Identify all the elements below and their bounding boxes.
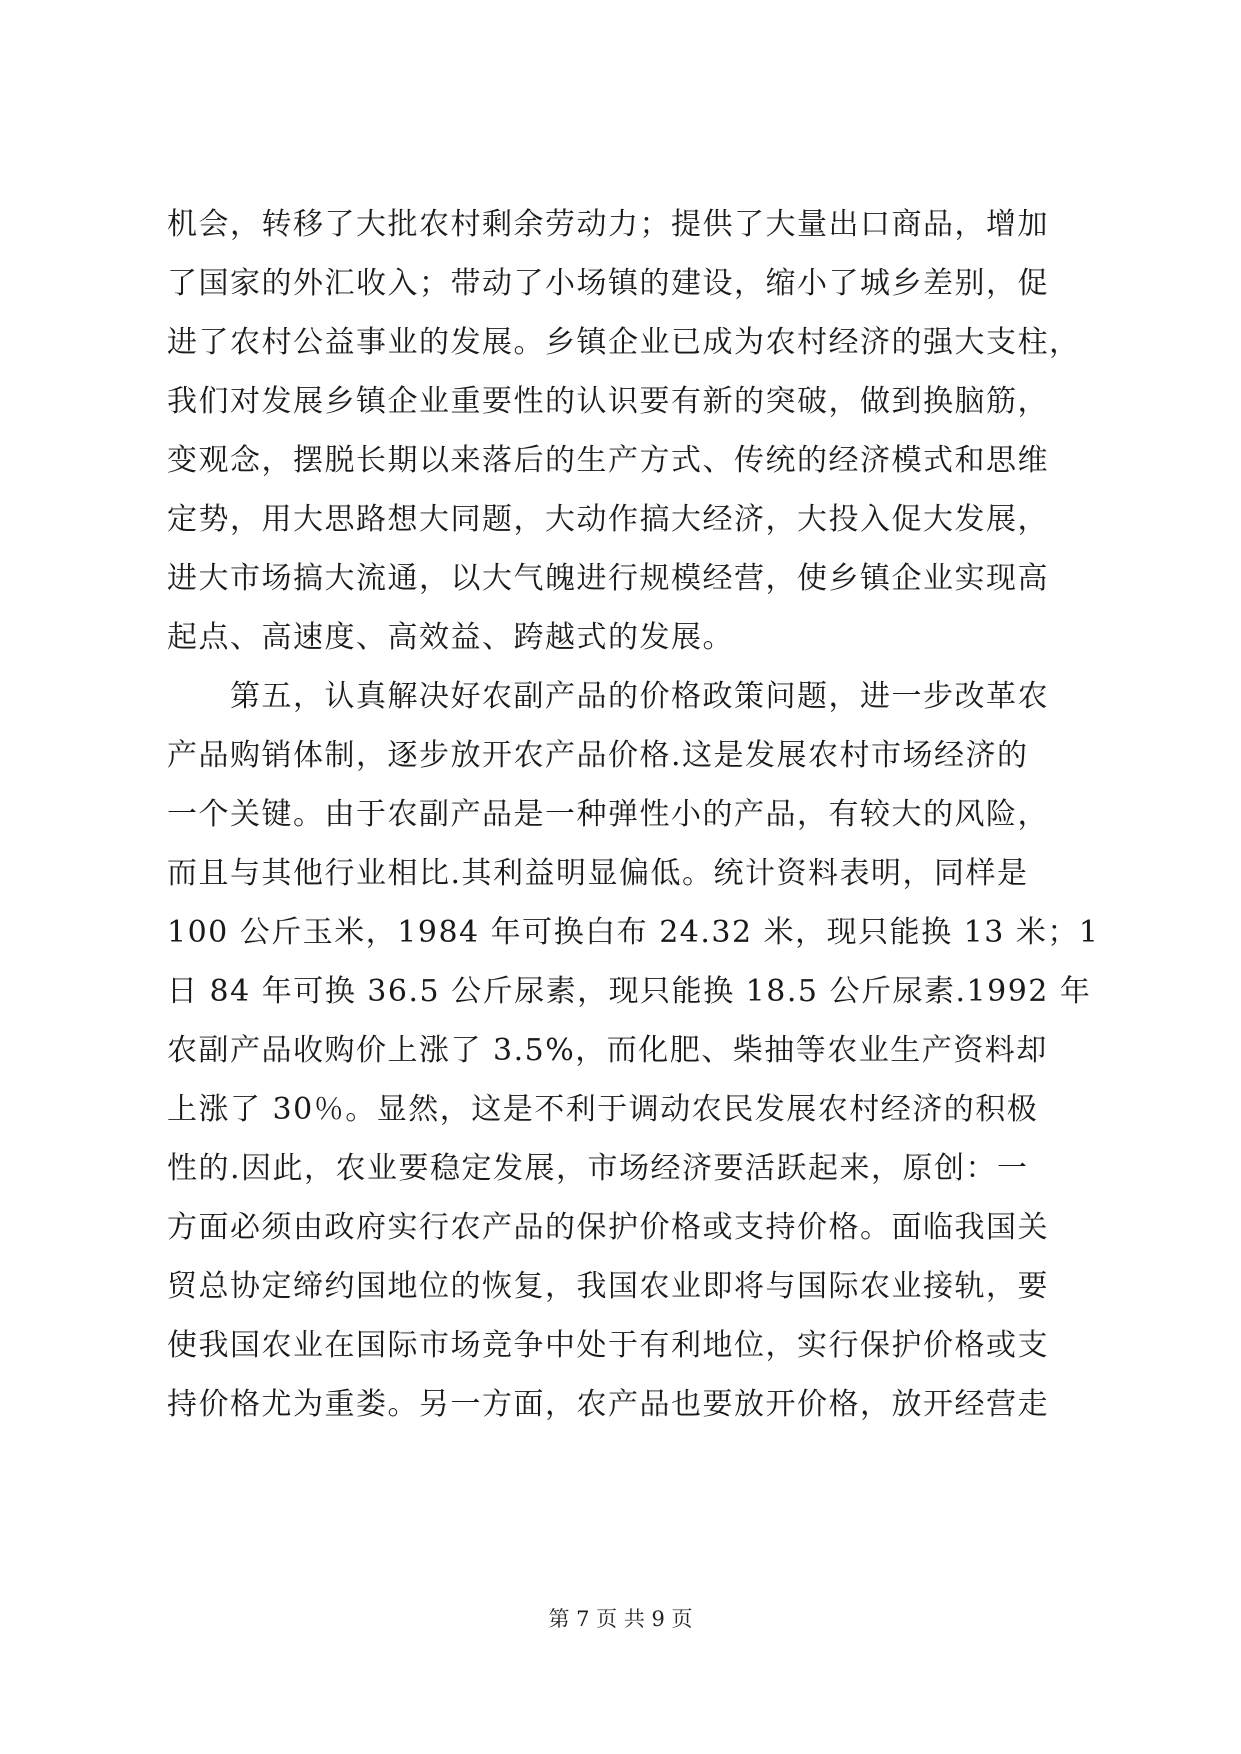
body-line: 进了农村公益事业的发展。乡镇企业已成为农村经济的强大支柱， (167, 325, 1081, 360)
body-line: 100 公斤玉米，1984 年可换白布 24.32 米，现只能换 13 米；1 (167, 915, 1100, 950)
body-line: 方面必须由政府实行农产品的保护价格或支持价格。面临我国关 (167, 1210, 1049, 1245)
body-line: 使我国农业在国际市场竞争中处于有利地位，实行保护价格或支 (167, 1328, 1049, 1363)
body-line: 农副产品收购价上涨了 3.5%，而化肥、柴抽等农业生产资料却 (167, 1033, 1048, 1068)
body-line: 性的.因此，农业要稳定发展，市场经济要活跃起来，原创：一 (167, 1151, 1029, 1186)
body-line: 上涨了 30％。显然，这是不利于调动农民发展农村经济的积极 (167, 1092, 1039, 1127)
body-line: 进大市场搞大流通，以大气魄进行规模经营，使乡镇企业实现高 (167, 561, 1049, 596)
page-number-footer: 第 7 页 共 9 页 (548, 1607, 693, 1631)
body-line: 一个关键。由于农副产品是一种弹性小的产品，有较大的风险， (167, 797, 1049, 832)
body-line: 产品购销体制，逐步放开农产品价格.这是发展农村市场经济的 (167, 738, 1029, 773)
body-line: 而且与其他行业相比.其利益明显偏低。统计资料表明，同样是 (167, 856, 1029, 891)
body-line: 日 84 年可换 36.5 公斤尿素，现只能换 18.5 公斤尿素.1992 年 (167, 974, 1092, 1009)
body-line: 持价格尤为重娄。另一方面，农产品也要放开价格，放开经营走 (167, 1387, 1049, 1422)
body-line: 贸总协定缔约国地位的恢复，我国农业即将与国际农业接轨，要 (167, 1269, 1049, 1304)
body-line: 机会，转移了大批农村剩余劳动力；提供了大量出口商品，增加 (167, 207, 1049, 242)
body-line: 起点、高速度、高效益、跨越式的发展。 (167, 620, 734, 655)
body-line: 第五，认真解决好农副产品的价格政策问题，进一步改革农 (167, 679, 1049, 714)
body-line: 了国家的外汇收入；带动了小场镇的建设，缩小了城乡差别，促 (167, 266, 1049, 301)
body-line: 变观念，摆脱长期以来落后的生产方式、传统的经济模式和思维 (167, 443, 1049, 478)
body-line: 我们对发展乡镇企业重要性的认识要有新的突破，做到换脑筋， (167, 384, 1049, 419)
body-line: 定势，用大思路想大同题，大动作搞大经济，大投入促大发展， (167, 502, 1049, 537)
